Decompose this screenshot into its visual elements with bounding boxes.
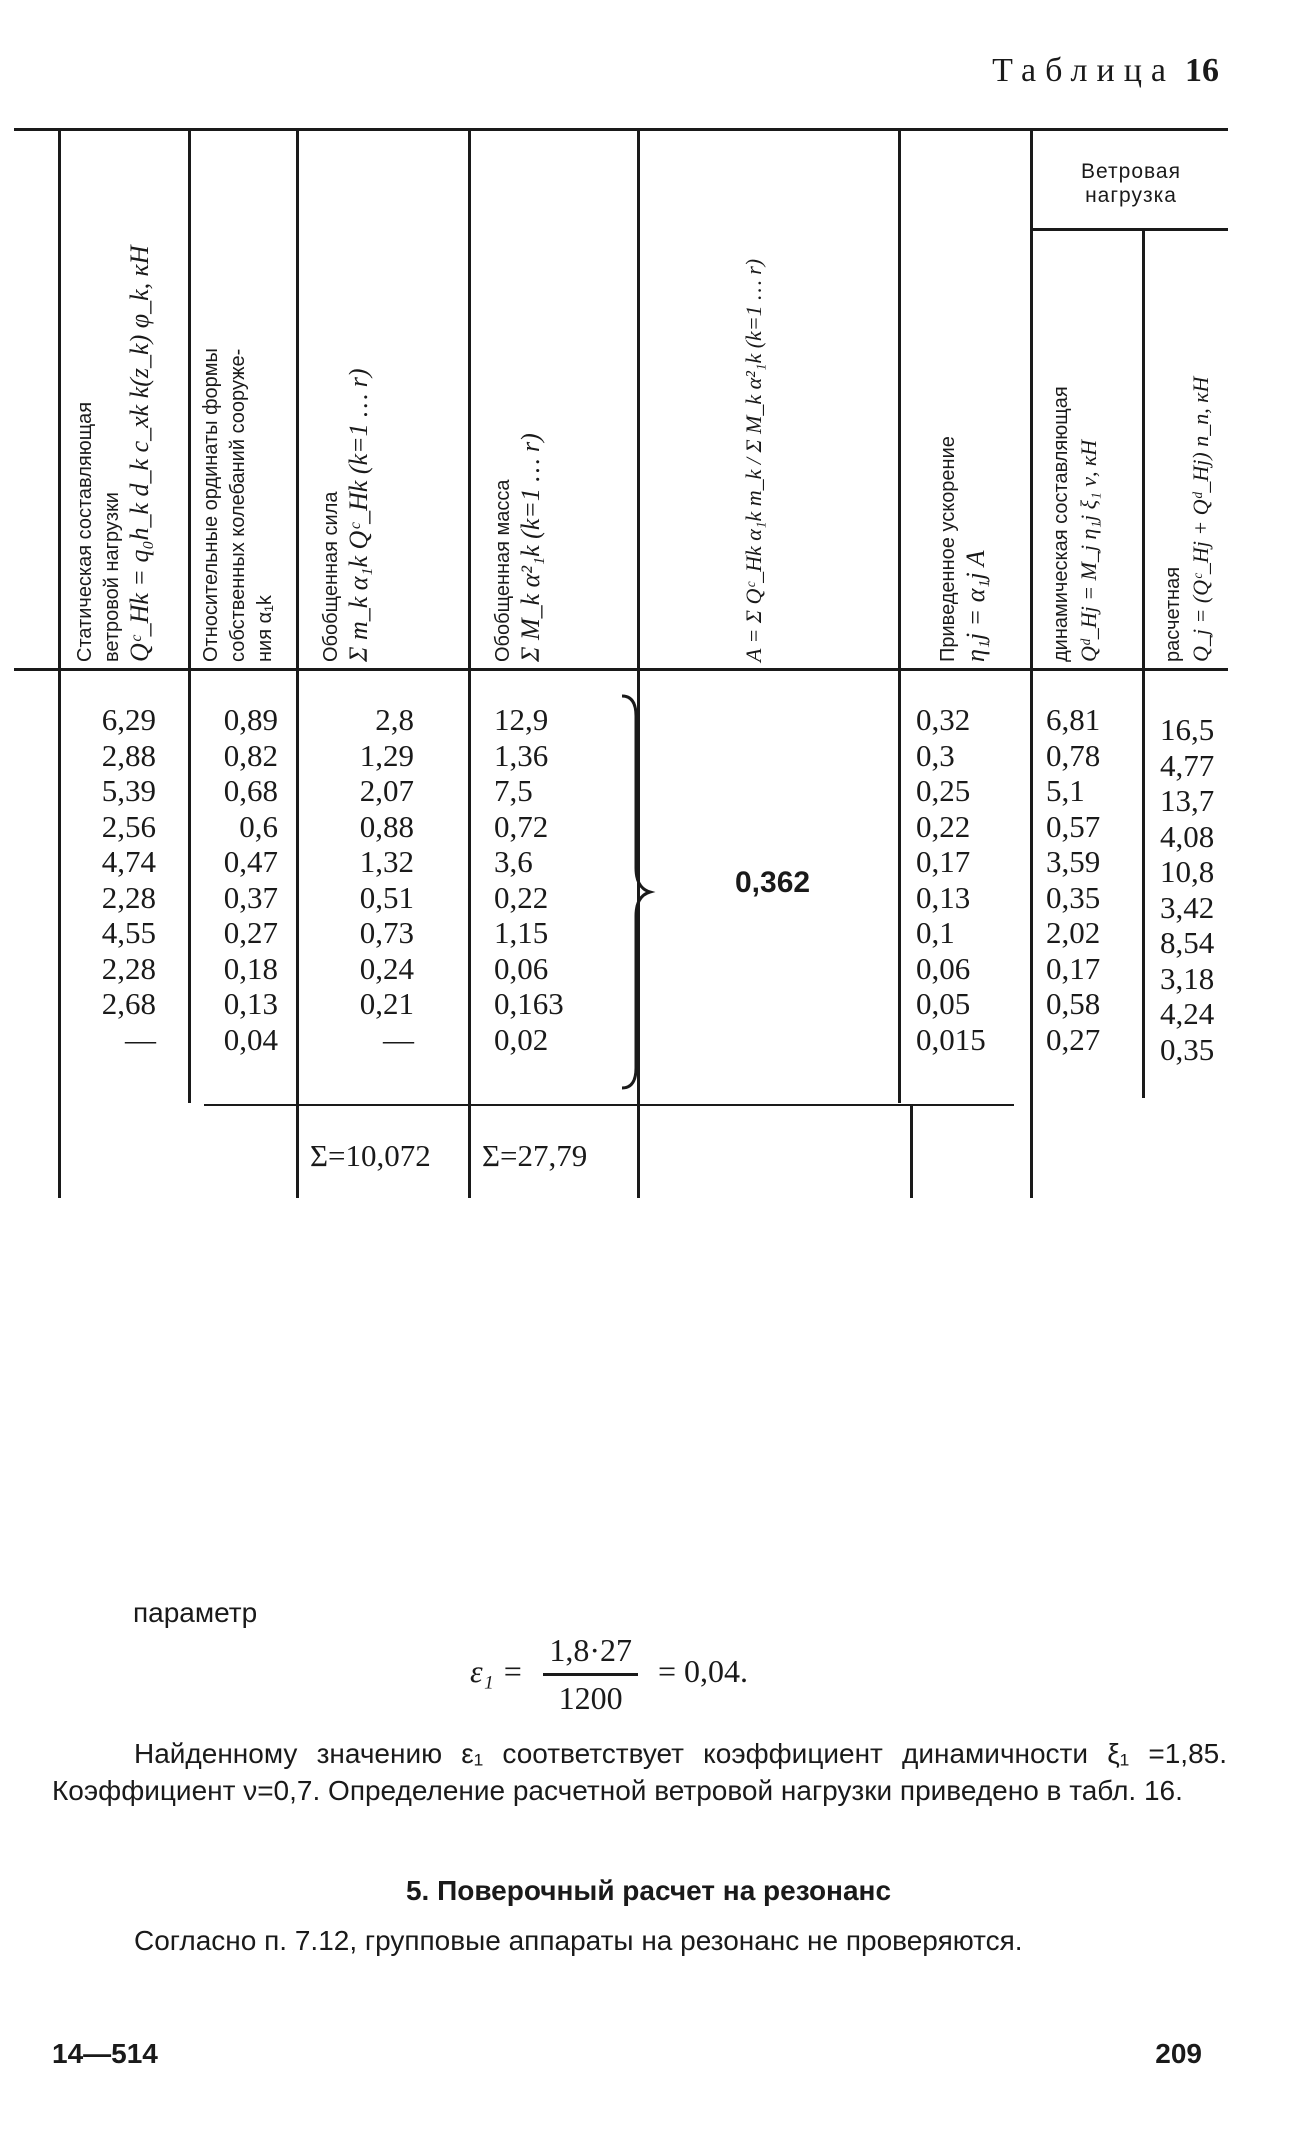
table-cell: 3,59 [1046,844,1101,879]
table-cell: 0,47 [223,844,278,879]
table-cell: 2,28 [101,950,156,986]
table-cell: 0,72 [494,808,549,844]
header-design-load [1160,242,1214,662]
table-cell: 0,3 [916,737,955,773]
header-wind-load-group [1034,160,1228,208]
header-line: A = Σ Qᶜ_Hk α₁k m_k / Σ M_k α²₁k (k=1 … r) [741,258,766,662]
table-cell: 2,8 [375,702,414,737]
header-line: Qᶜ_Hk = q₀h_k d_k c_xk k(z_k) φ_k, кН [125,245,154,662]
column-generalized-mass [494,702,604,1057]
page-code: 14—514 [52,2038,158,2069]
header-line: Относительные ординаты формы [200,348,222,662]
header-line: Qᵈ_Hj = M_j η₁j ξ₁ ν, кН [1076,439,1101,662]
table-cell: 4,55 [101,915,156,950]
table-cell: 0,27 [1046,1021,1101,1057]
table-cell: 2,02 [1046,915,1101,950]
header-dynamic-component [1048,242,1102,662]
table-cell: 0,02 [494,1021,549,1057]
table-cell: 0,22 [494,879,549,915]
header-line: Обобщенная масса [492,479,514,662]
table-cell: 0,06 [494,950,549,986]
table-cell: 0,163 [494,986,564,1021]
table-cell: 5,1 [1046,773,1085,808]
column-divider [468,128,471,1198]
column-divider [910,1104,913,1198]
paragraph-dynamic-coefficient: Найденному значению ε₁ соответствует коэффициент динамичности ξ₁ =1,85. Коэффициент ν=0,7. Определение расчетной ветровой нагрузки приведено в табл. 16. [52,1738,1227,1806]
header-line: Приведенное ускорение [937,436,959,662]
table-cell: — [125,1021,156,1057]
table-cell: 0,78 [1046,737,1101,773]
table-cell: 0,89 [223,702,278,737]
table-cell: 0,51 [359,879,414,915]
table-cell: 0,17 [916,844,971,879]
table-cell: 10,8 [1160,854,1215,889]
column-divider [898,128,901,1103]
table-cell: 13,7 [1160,783,1215,818]
page-number: 209 [1155,2038,1202,2069]
table-cell: 1,32 [359,844,414,879]
param-label: параметр [133,1597,258,1628]
table-cell: 0,17 [1046,950,1101,986]
table-cell: 0,82 [223,737,278,773]
table-cell: 0,37 [223,879,278,915]
formula-rhs: = 0,04. [657,1652,749,1689]
table-cell: 0,06 [916,950,971,986]
formula-fraction [543,1632,638,1717]
table-top-rule [14,128,1228,131]
header-line: Статическая составляющая [74,401,96,662]
header-static-component [72,142,153,662]
header-line: расчетная [1162,566,1184,662]
column-divider [58,128,61,1198]
table-cell: 3,42 [1160,889,1215,925]
table-cell: 3,18 [1160,960,1215,996]
table-cell: 5,39 [101,773,156,808]
table-cell: 16,5 [1160,712,1215,747]
header-line: Ветровая [1081,160,1181,183]
table-cell: 0,73 [359,915,414,950]
table-cell: 1,15 [494,915,549,950]
table-cell: 0,24 [359,950,414,986]
right-brace [620,692,660,1092]
column-divider [188,128,191,1103]
formula-denominator: 1200 [558,1680,623,1716]
epsilon-formula [470,1632,748,1717]
A-value: 0,362 [735,866,811,899]
table-cell: 8,54 [1160,925,1215,960]
header-line: ветровой нагрузки [101,492,123,662]
table-cell: 0,25 [916,773,971,808]
table-cell: 0,1 [916,915,955,950]
column-divider [1030,128,1033,1198]
header-mode-ordinates [198,142,279,662]
header-line: Σ m_k α₁k Qᶜ_Hk (k=1 … r) [344,368,373,662]
table-cell: 12,9 [494,702,549,737]
table-cell: 0,13 [223,986,278,1021]
sum-rule [204,1104,1014,1106]
formula-numerator: 1,8·27 [543,1632,638,1676]
table-cell: 6,81 [1046,702,1101,737]
table-cell: 0,35 [1046,879,1101,915]
column-mode-ordinates [198,702,278,1057]
formula-lhs: ε₁ = [470,1652,524,1689]
table-cell: 2,68 [101,986,156,1021]
wind-group-rule [1030,228,1228,231]
table-cell: 4,08 [1160,818,1215,854]
table-title-number: 16 [1185,52,1219,89]
table-cell: 4,77 [1160,747,1215,783]
table-title [992,52,1219,90]
table-cell: 0,22 [916,808,971,844]
column-design-load [1160,712,1240,1067]
table-cell: 1,36 [494,737,549,773]
table-cell: 0,21 [359,986,414,1021]
table-cell: 0,13 [916,879,971,915]
table-title-word: Таблица [992,52,1175,89]
table-cell: 0,6 [239,808,278,844]
column-divider [1142,228,1145,1098]
table-cell: 0,32 [916,702,971,737]
table-cell: 0,58 [1046,986,1101,1021]
header-line: собственных колебаний сооруже- [227,348,249,662]
table-cell: 6,29 [101,702,156,737]
table-cell: 0,68 [223,773,278,808]
table-cell: 4,74 [101,844,156,879]
table-cell: 0,015 [916,1021,986,1057]
table-cell: 0,27 [223,915,278,950]
header-generalized-mass [490,142,544,662]
table-cell: 2,88 [101,737,156,773]
paragraph-resonance: Согласно п. 7.12, групповые аппараты на резонанс не проверяются. [134,1925,1023,1956]
header-line: ния α₁k [254,595,276,662]
header-line: Σ M_k α²₁k (k=1 … r) [516,433,545,662]
table-cell: 0,04 [223,1021,278,1057]
table-cell: 2,56 [101,808,156,844]
header-line: динамическая составляющая [1050,386,1072,662]
header-generalized-force [318,142,372,662]
table-cell: 4,24 [1160,996,1215,1031]
table-cell: 0,05 [916,986,971,1021]
table-cell: 7,5 [494,773,533,808]
header-A-formula [740,142,767,662]
column-divider [296,128,299,1198]
header-line: Обобщенная сила [320,491,342,662]
table-cell: 0,18 [223,950,278,986]
header-line: нагрузка [1085,184,1177,207]
column-dynamic-component [1046,702,1136,1057]
table-cell: 3,6 [494,844,533,879]
table-cell: 0,88 [359,808,414,844]
column-static-component [70,702,156,1057]
mass-sum: Σ=27,79 [482,1138,588,1173]
header-line: Q_j = (Qᶜ_Hj + Qᵈ_Hj) n_п, кН [1188,376,1213,662]
table-cell: 2,07 [359,773,414,808]
header-line: η₁j = α₁j A [961,550,990,662]
header-reduced-acceleration [935,142,989,662]
table-cell: 0,35 [1160,1031,1215,1067]
section-heading: 5. Поверочный расчет на резонанс [405,1875,892,1906]
column-generalized-force [334,702,414,1057]
table-cell: 1,29 [359,737,414,773]
column-reduced-acceleration [916,702,1026,1057]
table-cell: 2,28 [101,879,156,915]
force-sum: Σ=10,072 [310,1138,431,1173]
table-header-rule [14,668,1228,671]
table-cell: — [383,1021,414,1057]
table-cell: 0,57 [1046,808,1101,844]
